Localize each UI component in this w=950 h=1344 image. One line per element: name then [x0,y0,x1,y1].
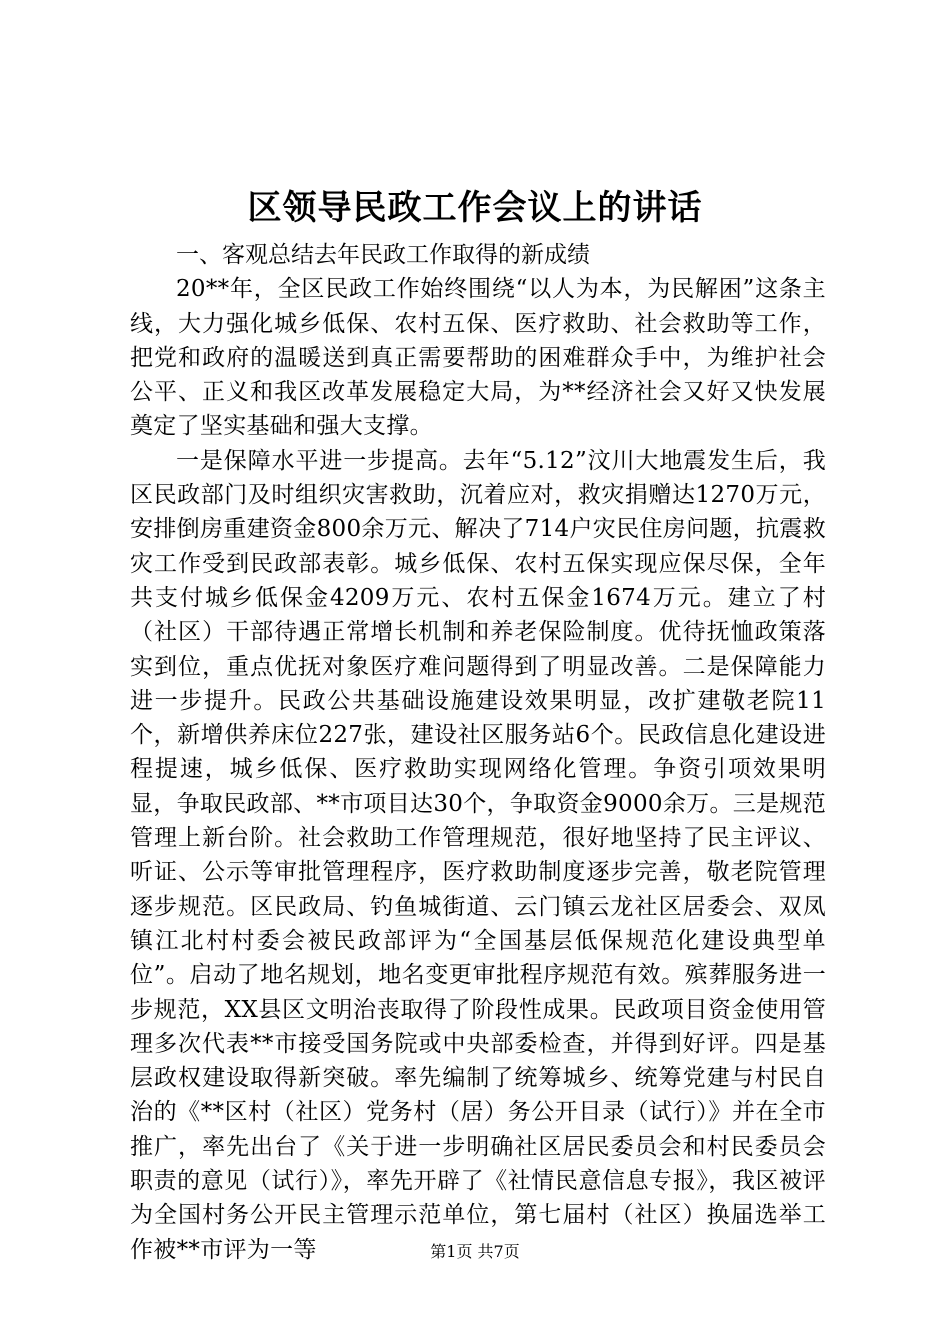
section-heading: 一、客观总结去年民政工作取得的新成绩 [176,242,590,268]
paragraph-achievements: 一是保障水平进一步提高。去年“5.12”汶川大地震发生后，我区民政部门及时组织灾害救助，沉着应对，救灾捐赠达1270万元，安排倒房重建资金800余万元、解决了714户灾民住房问题，抗震救灾工作受到民政部表彰。城乡低保、农村五保实现应保尽保，全年共支付城乡低保金4209万元、农村五保金1674万元。建立了村（社区）干部待遇正常增长机制和养老保险制度。优待抚恤政策落实到位，重点优抚对象医疗难问题得到了明显改善。二是保障能力进一步提升。民政公共基础设施建设效果明显，改扩建敬老院11个，新增供养床位227张，建设社区服务站6个。民政信息化建设进程提速，城乡低保、医疗救助实现网络化管理。争资引项效果明显，争取民政部、**市项目达30个，争取资金9000余万。三是规范管理上新台阶。社会救助工作管理规范，很好地坚持了民主评议、听证、公示等审批管理程序，医疗救助制度逐步完善，敬老院管理逐步规范。区民政局、钓鱼城街道、云门镇云龙社区居委会、双凤镇江北村村委会被民政部评为“全国基层低保规范化建设典型单位”。启动了地名规划，地名变更审批程序规范有效。殡葬服务进一步规范，XX县区文明治丧取得了阶段性成果。民政项目资金使用管理多次代表**市接受国务院或中央部委检查，并得到好评。四是基层政权建设取得新突破。率先编制了统筹城乡、统筹党建与村民自治的《**区村（社区）党务村（居）务公开目录（试行）》并在全市推广，率先出台了《关于进一步明确社区居民委员会和村民委员会职责的意见（试行）》，率先开辟了《社情民意信息专报》，我区被评为全国村务公开民主管理示范单位，第七届村（社区）换届选举工作被**市评为一等 [130,447,826,1263]
page-number-footer: 第1页 共7页 [430,1242,520,1261]
document-body [130,238,826,1267]
paragraph-intro: 20**年，全区民政工作始终围绕“以人为本，为民解困”这条主线，大力强化城乡低保、农村五保、医疗救助、社会救助等工作，把党和政府的温暖送到真正需要帮助的困难群众手中，为维护社会公平、正义和我区改革发展稳定大局，为**经济社会又好又快发展奠定了坚实基础和强大支撑。 [130,276,826,440]
document-title: 区领导民政工作会议上的讲话 [247,188,703,228]
